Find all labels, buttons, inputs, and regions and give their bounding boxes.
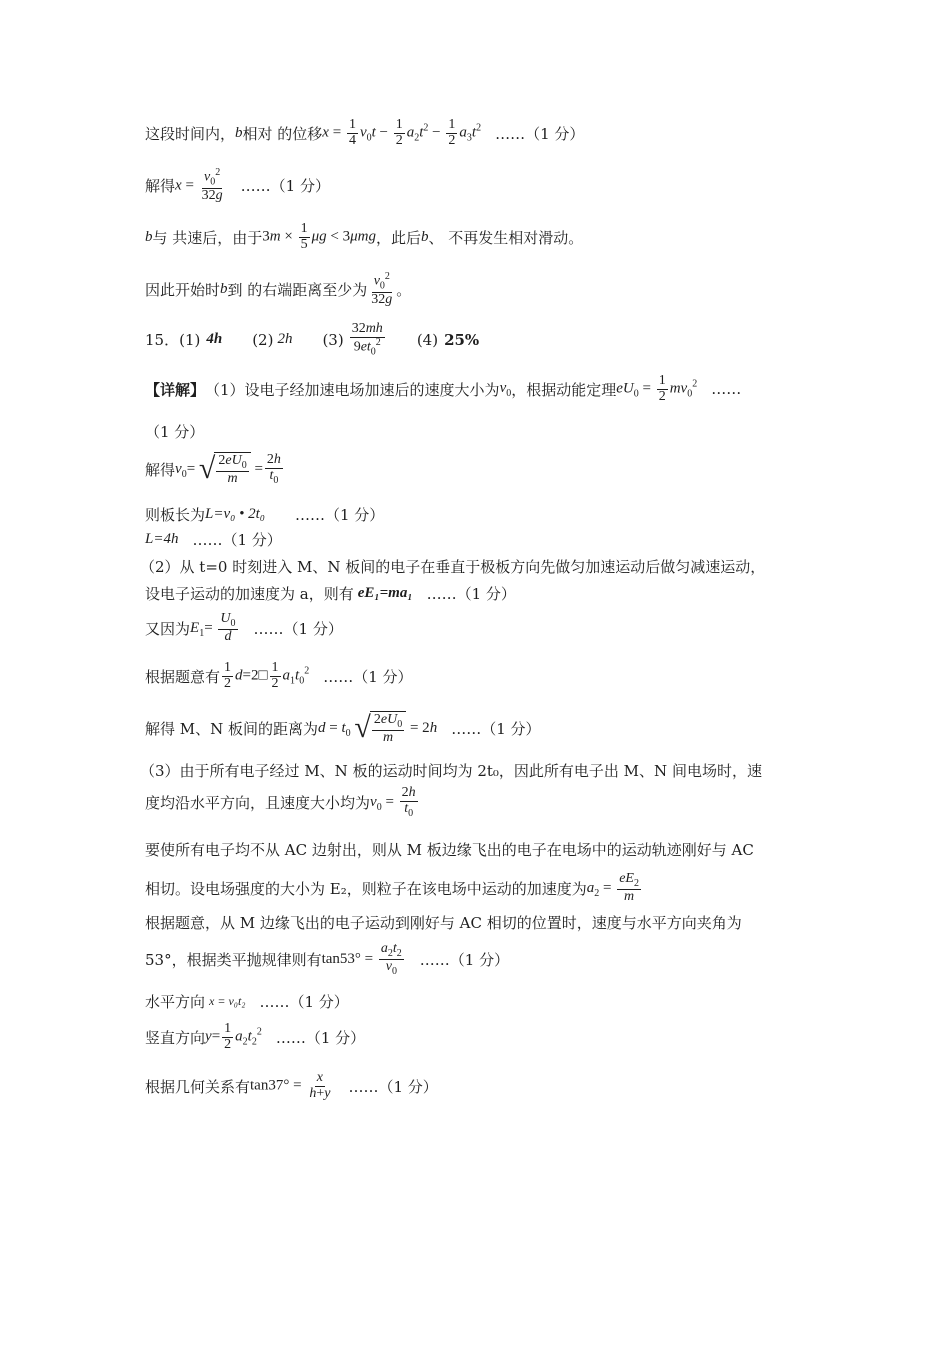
v0-eq-2: $v_0$ = $\frac{2h}{t_0}$ xyxy=(370,785,416,819)
requirement-line1 xyxy=(145,839,754,860)
vertical-eq: y= $\frac{1}{2}$ $a_2t_2^2$ xyxy=(205,1021,262,1052)
score: ……（1 分） xyxy=(348,1077,438,1096)
v0-eq: $v_0=$ √ $\frac{2eU_0}{m}$ = $\frac{2h}{t_0}$ xyxy=(175,452,281,487)
common-speed-line xyxy=(145,222,583,252)
horizontal-eq: x = v₀t₂ xyxy=(209,994,246,1008)
text: 因此开始时 xyxy=(145,281,221,300)
score: ……（1 分） xyxy=(275,1028,366,1047)
answer-3: $\frac{32mh}{9et_0^2}$ xyxy=(351,321,383,358)
tan37-eq: tan37° = $\frac{x}{h+y}$ xyxy=(250,1070,331,1101)
text: 。 xyxy=(396,281,412,300)
var-b: b xyxy=(145,228,153,245)
var-b: b xyxy=(220,281,228,298)
answer-4: 25% xyxy=(444,330,480,349)
text: 设电子运动的加速度为 a，则有 xyxy=(145,585,354,603)
text: (3) xyxy=(322,330,344,349)
text: （1）设电子经加速电场加速后的速度大小为 xyxy=(205,380,500,399)
l-result: L=4h xyxy=(145,531,179,547)
text: 解得 M、N 板间的距离为 xyxy=(145,719,319,738)
score-dots: …… xyxy=(711,380,742,399)
text: 根据题意，从 M 边缘飞出的电子运动到刚好与 AC 相切的位置时，速度与水平方向夹角为 xyxy=(145,914,742,932)
text: 根据几何关系有 xyxy=(145,1077,251,1096)
q15-answers xyxy=(145,322,479,358)
plate-length-eq: L=v₀ • 2t₀ xyxy=(205,506,265,522)
accel-eq: eE₁=ma₁ xyxy=(357,585,413,601)
text: （3）由于所有电子经过 M、N 板的运动时间均为 2t₀，因此所有电子出 M、N 间电场时，速 xyxy=(140,762,762,780)
displacement-line xyxy=(145,118,584,148)
energy-eq: $eU_0$ = $\frac{1}{2}$ $mv_0^2$ xyxy=(616,373,698,404)
geometry-line xyxy=(145,1071,438,1101)
text: 则板长为 xyxy=(145,506,206,524)
solve-v0-line xyxy=(145,452,285,487)
text: ，根据动能定理 xyxy=(511,380,617,399)
detail-tag: 【详解】 xyxy=(145,380,206,399)
vertical-line xyxy=(145,1022,365,1052)
score: ……（1 分） xyxy=(259,993,349,1011)
score: ……（1 分） xyxy=(192,531,282,549)
plate-length-line xyxy=(145,504,384,525)
score: ……（1 分） xyxy=(253,619,343,638)
score: ……（1 分） xyxy=(240,177,330,196)
text: 与 共速后，由于 xyxy=(152,228,263,247)
text: 53°，根据类平抛规律则有 xyxy=(145,951,322,970)
text: 、 不再发生相对滑动。 xyxy=(428,228,584,247)
requirement-line2 xyxy=(145,872,643,905)
detail-line: 【详解】 （1）设电子经加速电场加速后的速度大小为 $v_0$ ，根据动能定理 $eU_0$ = $\frac{1}{2}$ $mv_0^2$ …… xyxy=(145,373,742,404)
meaning-line xyxy=(145,661,413,691)
text: ，此后 xyxy=(375,228,421,247)
distance-eq: $\frac{1}{2}$ d=2□ $\frac{1}{2}$ $a_1t_0^2$ xyxy=(224,660,310,691)
score: ……（1 分） xyxy=(451,719,541,738)
l-result-line xyxy=(145,529,282,550)
part3-line1 xyxy=(140,760,762,781)
text: 相对 的位移 xyxy=(242,124,323,143)
score-line xyxy=(145,421,204,442)
horizontal-line xyxy=(145,991,349,1012)
tan53-eq: tan53° = $\frac{a_2t_2}{v_0}$ xyxy=(321,941,402,978)
answer-2: 2h xyxy=(277,331,293,348)
text: (2) xyxy=(252,330,274,349)
meaning2-line2 xyxy=(145,942,509,978)
var-b: b xyxy=(235,124,243,141)
text: 竖直方向 xyxy=(145,1028,206,1047)
text: 度均沿水平方向，且速度大小均为 xyxy=(145,793,371,812)
text: 水平方向 xyxy=(145,993,206,1011)
field-eq: $E_1=$ $\frac{U_0}{d}$ xyxy=(190,611,236,645)
solve-x-line xyxy=(145,168,330,204)
part2-line2 xyxy=(145,583,516,604)
part2-line1 xyxy=(140,556,765,577)
field-line xyxy=(145,612,343,645)
text: 相切。设电场强度的大小为 E₂，则粒子在该电场中运动的加速度为 xyxy=(145,879,587,898)
accel2-eq: $a_2$ = $\frac{eE_2}{m}$ xyxy=(586,871,639,905)
d-eq: $d = t_0$ √ $\frac{2eU_0}{m}$ = 2h xyxy=(318,711,438,746)
text: 这段时间内， xyxy=(145,124,236,143)
score: ……（1 分） xyxy=(323,667,413,686)
text: 根据题意有 xyxy=(145,667,221,686)
score: ……（1 分） xyxy=(419,951,510,970)
text: (4) xyxy=(416,330,439,349)
solve-d-line xyxy=(145,711,541,746)
q15-label: 15．(1) xyxy=(145,331,201,350)
part3-line2 xyxy=(145,786,420,819)
solve-x-eq: x = $\frac{v_0^2}{32g}$ xyxy=(175,167,223,203)
text: 要使所有电子均不从 AC 边射出，则从 M 板边缘飞出的电子在电场中的运动轨迹刚好与 AC xyxy=(145,841,754,859)
answer-1: 4h xyxy=(206,331,223,348)
score: ……（1 分） xyxy=(295,506,385,524)
text: 又因为 xyxy=(145,619,191,638)
score: （1 分） xyxy=(145,423,205,441)
text: 解得 xyxy=(145,177,176,196)
text: 解得 xyxy=(145,460,176,479)
friction-ineq: 3m × $\frac{1}{5}$ μg < 3μmg xyxy=(262,221,376,252)
score: ……（1 分） xyxy=(426,585,516,603)
displacement-eq: x = $\frac{1}{4}$ $v_0t$ − $\frac{1}{2}$ $a_2t^2$ − $\frac{1}{2}$ $a_3t^2$ xyxy=(322,117,482,148)
text: （2）从 t=0 时刻进入 M、N 板间的电子在垂直于极板方向先做匀加速运动后做匀减速运动， xyxy=(140,558,766,576)
var-b: b xyxy=(420,228,429,245)
min-distance-eq: $\frac{v_0^2}{32g}$ xyxy=(371,271,393,307)
meaning2-line1 xyxy=(145,912,742,933)
min-distance-line xyxy=(145,272,411,308)
score: ……（1 分） xyxy=(495,124,585,143)
text: 到 的右端距离至少为 xyxy=(227,281,368,300)
